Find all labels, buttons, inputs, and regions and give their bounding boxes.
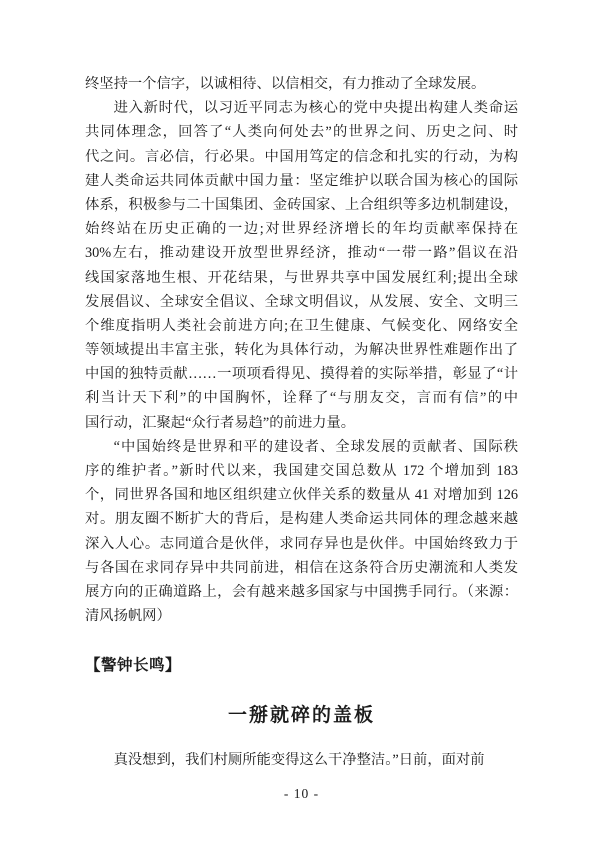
body-text-block <box>85 72 518 628</box>
text-line: 共同体理念，回答了“人类向何处去”的世界之问、历史之问、时 <box>85 124 518 141</box>
text-line: 中国的独特贡献……一项项看得见、摸得着的实际举措，彰显了“计 <box>85 366 518 383</box>
page-number: - 10 - <box>283 785 320 801</box>
text-line: 深入人心。志同道合是伙伴，求同存异也是伙伴。中国始终致力于 <box>85 535 518 552</box>
text-line: 利当计天下利”的中国胸怀，诠释了“与朋友交，言而有信”的中 <box>85 390 518 407</box>
text-line: 始终站在历史正确的一边;对世界经济增长的年均贡献率保持在 <box>85 221 518 238</box>
text-line: 对。朋友圈不断扩大的背后，是构建人类命运共同体的理念越来越 <box>85 511 518 528</box>
text-line: 建人类命运共同体贡献中国力量：坚定维护以联合国为核心的国际 <box>85 172 518 189</box>
section-header: 【警钟长鸣】 <box>85 657 182 675</box>
text-line: 清风扬帆网） <box>85 608 171 625</box>
text-line: 个，同世界各国和地区组织建立伙伴关系的数量从 41 对增加到 126 <box>85 487 518 504</box>
text-line: 体系，积极参与二十国集团、金砖国家、上合组织等多边机制建设， <box>85 196 518 213</box>
text-line: 与各国在求同存异中共同前进，相信在这条符合历史潮流和人类发 <box>85 559 518 576</box>
text-line: 30%左右，推动建设开放型世界经济，推动“一带一路”倡议在沿 <box>85 245 518 262</box>
text-line: 发展倡议、全球安全倡议、全球文明倡议，从发展、安全、文明三 <box>85 293 518 310</box>
text-line: “中国始终是世界和平的建设者、全球发展的贡献者、国际秩 <box>113 438 518 455</box>
text-line: 真没想到，我们村厕所能变得这么干净整洁。”日前，面对前 <box>113 752 485 769</box>
text-line: 代之问。言必信，行必果。中国用笃定的信念和扎实的行动，为构 <box>85 148 518 165</box>
text-line: 终坚持一个信字，以诚相待、以信相交，有力推动了全球发展。 <box>85 76 486 92</box>
text-line: 进入新时代，以习近平同志为核心的党中央提出构建人类命运 <box>113 100 518 117</box>
article-opening-block <box>85 748 518 772</box>
article-title: 一掰就碎的盖板 <box>227 705 375 727</box>
text-line: 个维度指明人类社会前进方向;在卫生健康、气候变化、网络安全 <box>85 317 518 334</box>
text-line: 序的维护者。”新时代以来，我国建交国总数从 172 个增加到 183 <box>85 463 518 479</box>
text-line: 展方向的正确道路上，会有越来越多国家与中国携手同行。（来源： <box>85 583 518 600</box>
text-line: 国行动，汇聚起“众行者易趋”的前进力量。 <box>85 414 356 431</box>
text-line: 等领域提出丰富主张，转化为具体行动，为解决世界性难题作出了 <box>85 342 518 359</box>
text-line: 线国家落地生根、开花结果，与世界共享中国发展红利;提出全球 <box>85 269 518 286</box>
